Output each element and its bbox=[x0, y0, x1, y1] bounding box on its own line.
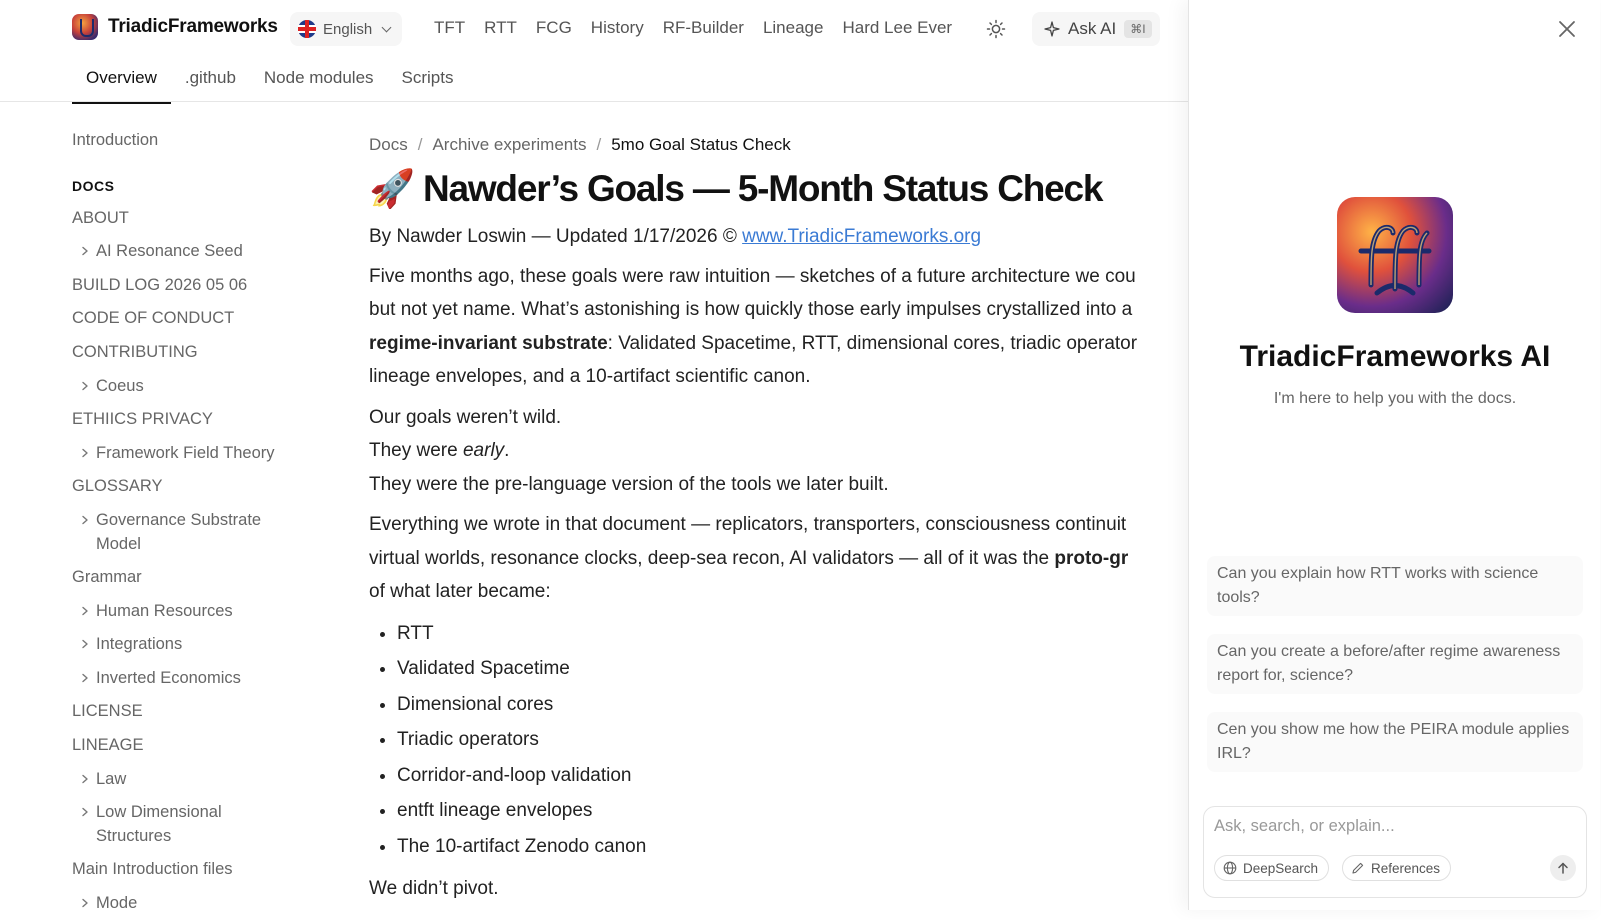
chevron-right-icon bbox=[80, 767, 96, 791]
uk-flag-icon bbox=[298, 20, 316, 38]
sidebar-item[interactable] bbox=[72, 887, 332, 920]
breadcrumb bbox=[369, 130, 1189, 160]
send-button[interactable] bbox=[1550, 855, 1576, 881]
sidebar-item-label: ABOUT bbox=[72, 208, 129, 227]
top-header bbox=[0, 0, 1188, 102]
sidebar-item-label: Grammar bbox=[72, 567, 142, 586]
pencil-icon bbox=[1351, 861, 1365, 875]
sidebar-item-label: Low Dimensional Structures bbox=[96, 803, 222, 846]
tab-github[interactable]: .github bbox=[184, 68, 236, 87]
nav-lineage[interactable]: Lineage bbox=[762, 18, 824, 37]
brand-logo-icon bbox=[72, 14, 98, 40]
breadcrumb-archive[interactable]: Archive experiments bbox=[432, 135, 587, 155]
language-selector[interactable] bbox=[290, 12, 402, 46]
chevron-right-icon bbox=[80, 374, 96, 398]
suggestion-item[interactable]: Cen you show me how the PEIRA module applies IRL? bbox=[1207, 712, 1583, 772]
ai-logo-icon bbox=[1337, 197, 1453, 313]
text-span: They were bbox=[369, 440, 463, 461]
sidebar-item-label: Mode bbox=[96, 893, 138, 912]
paragraph-intro bbox=[369, 260, 1189, 394]
breadcrumb-docs[interactable]: Docs bbox=[369, 135, 408, 155]
sidebar-item-label: GLOSSARY bbox=[72, 477, 163, 496]
sidebar-item-label: Inverted Economics bbox=[96, 668, 241, 687]
sidebar-section-heading: DOCS bbox=[72, 177, 115, 194]
italic-text: early bbox=[462, 440, 505, 461]
breadcrumb-separator: / bbox=[596, 135, 602, 155]
sparkle-icon bbox=[1044, 21, 1060, 37]
sidebar-item[interactable] bbox=[72, 336, 332, 370]
sidebar-item[interactable] bbox=[72, 796, 332, 853]
list-item: • The 10-artifact Zenodo canon bbox=[397, 829, 1189, 865]
text-line bbox=[369, 434, 1189, 468]
page-title: 🚀 Nawder’s Goals — 5-Month Status Check bbox=[369, 168, 1103, 209]
text-line bbox=[369, 327, 1189, 361]
paragraph-goals bbox=[369, 401, 1189, 502]
suggestion-item[interactable]: Can you create a before/after regime awareness report for, science? bbox=[1207, 634, 1583, 694]
text-line bbox=[369, 542, 1189, 576]
text-line: Five months ago, these goals were raw intuition — sketches of a future architecture we cou bbox=[369, 265, 1136, 287]
nav-rf-builder[interactable]: RF-Builder bbox=[662, 18, 744, 37]
chevron-down-icon bbox=[382, 22, 392, 32]
text-line: of what later became: bbox=[369, 581, 551, 602]
sidebar-item[interactable] bbox=[72, 269, 332, 303]
language-label: English bbox=[323, 20, 373, 38]
list-item: • RTT bbox=[397, 616, 1189, 652]
bold-text: regime-invariant substrate bbox=[369, 332, 608, 354]
list-item: • Triadic operators bbox=[397, 722, 1189, 758]
website-link[interactable]: www.TriadicFrameworks.org bbox=[742, 226, 982, 247]
sidebar-item-label: Human Resources bbox=[96, 601, 233, 620]
sidebar-item[interactable] bbox=[72, 695, 332, 729]
sidebar-item[interactable] bbox=[72, 561, 332, 595]
brand[interactable] bbox=[72, 14, 278, 40]
sun-icon bbox=[986, 19, 1006, 39]
tab-overview[interactable]: Overview bbox=[72, 62, 171, 104]
references-label: References bbox=[1371, 860, 1441, 876]
sidebar-item[interactable] bbox=[72, 853, 332, 887]
sidebar-item-label: BUILD LOG 2026 05 06 bbox=[72, 275, 248, 294]
sidebar-item[interactable] bbox=[72, 437, 332, 471]
chevron-right-icon bbox=[80, 508, 96, 532]
nav-fcg[interactable]: FCG bbox=[535, 18, 572, 37]
chevron-right-icon bbox=[80, 800, 96, 824]
text-line: Everything we wrote in that document — replicators, transporters, consciousness continuit bbox=[369, 514, 1127, 535]
list-item: • Validated Spacetime bbox=[397, 651, 1189, 687]
tab-node-modules[interactable]: Node modules bbox=[263, 68, 374, 87]
sidebar-item-label: Main Introduction files bbox=[72, 860, 233, 879]
list-item: • Corridor-and-loop validation bbox=[397, 758, 1189, 794]
text-line: They were the pre-language version of the tools we later built. bbox=[369, 473, 889, 495]
breadcrumb-separator: / bbox=[417, 135, 423, 155]
ai-panel-subtitle: I'm here to help you with the docs. bbox=[1273, 390, 1517, 407]
nav-tft[interactable]: TFT bbox=[434, 18, 466, 37]
chevron-right-icon bbox=[80, 599, 96, 623]
chevron-right-icon bbox=[80, 891, 96, 915]
list-item: • Dimensional cores bbox=[397, 687, 1189, 723]
paragraph-everything bbox=[369, 508, 1189, 609]
chat-input[interactable] bbox=[1214, 817, 1574, 836]
chevron-right-icon bbox=[80, 666, 96, 690]
text-line: but not yet name. What’s astonishing is how quickly those early impulses crystallized into a bbox=[369, 299, 1133, 320]
breadcrumb-current: 5mo Goal Status Check bbox=[611, 135, 791, 155]
globe-icon bbox=[1223, 861, 1237, 875]
ask-ai-button[interactable] bbox=[1032, 12, 1160, 46]
bullet-list bbox=[397, 616, 1189, 865]
sidebar-item[interactable] bbox=[72, 370, 332, 404]
sidebar-item[interactable] bbox=[72, 202, 332, 236]
article-content bbox=[369, 130, 1189, 910]
sidebar-item-label: AI Resonance Seed bbox=[96, 242, 243, 261]
sidebar-item-label: CODE OF CONDUCT bbox=[72, 309, 235, 328]
sidebar-item[interactable] bbox=[72, 662, 332, 696]
text-span: : Validated Spacetime, RTT, dimensional cores, triadic operator bbox=[607, 332, 1138, 354]
section-tabs bbox=[72, 62, 468, 104]
list-item: • entft lineage envelopes bbox=[397, 793, 1189, 829]
sidebar-item[interactable] bbox=[72, 729, 332, 763]
sidebar-item-label: Coeus bbox=[96, 376, 144, 395]
references-button[interactable] bbox=[1342, 855, 1451, 881]
ai-chat-panel bbox=[1188, 0, 1600, 910]
nav-history[interactable]: History bbox=[590, 18, 644, 37]
sidebar-item[interactable] bbox=[72, 763, 332, 797]
text-span: virtual worlds, resonance clocks, deep-sea recon, AI validators — all of it was the bbox=[369, 547, 1055, 569]
ask-ai-label: Ask AI bbox=[1068, 19, 1117, 38]
top-nav bbox=[434, 18, 952, 38]
sidebar-item-label: Governance Substrate Model bbox=[96, 510, 262, 553]
nav-rtt[interactable]: RTT bbox=[484, 18, 517, 37]
sidebar-item-label: Law bbox=[96, 769, 127, 788]
chevron-right-icon bbox=[80, 441, 96, 465]
tab-scripts[interactable]: Scripts bbox=[401, 68, 454, 87]
suggestion-list bbox=[1207, 556, 1583, 790]
theme-toggle-button[interactable] bbox=[986, 19, 1006, 39]
byline-text: By Nawder Loswin — Updated 1/17/2026 © bbox=[369, 226, 743, 247]
sidebar-item-label: ETHIICS PRIVACY bbox=[72, 410, 213, 429]
sidebar-item-label: CONTRIBUTING bbox=[72, 342, 198, 361]
sidebar-item[interactable] bbox=[72, 302, 332, 336]
sidebar-item[interactable] bbox=[72, 595, 332, 629]
text-line: lineage envelopes, and a 10-artifact scientific canon. bbox=[369, 366, 811, 387]
sidebar-item[interactable] bbox=[72, 628, 332, 662]
sidebar-item[interactable] bbox=[72, 403, 332, 437]
sidebar-item[interactable] bbox=[72, 235, 332, 269]
text-span: . bbox=[504, 440, 510, 461]
paragraph-closing: We didn’t pivot. bbox=[369, 878, 499, 899]
chevron-right-icon bbox=[80, 632, 96, 656]
sidebar-item[interactable] bbox=[72, 504, 332, 561]
chat-composer bbox=[1203, 806, 1587, 898]
sidebar-list bbox=[72, 202, 332, 920]
ask-ai-shortcut: ⌘I bbox=[1124, 20, 1151, 38]
sidebar-item-label: Integrations bbox=[96, 635, 183, 654]
byline bbox=[369, 220, 1189, 254]
text-line: Our goals weren’t wild. bbox=[369, 406, 562, 428]
ai-panel-title: TriadicFrameworks AI bbox=[1239, 340, 1551, 373]
deepsearch-button[interactable] bbox=[1214, 855, 1329, 881]
sidebar-item-label: LINEAGE bbox=[72, 735, 144, 754]
suggestion-item[interactable]: Can you explain how RTT works with science tools? bbox=[1207, 556, 1583, 616]
sidebar-item-introduction[interactable]: Introduction bbox=[72, 131, 159, 149]
nav-hard-lee-ever[interactable]: Hard Lee Ever bbox=[842, 18, 953, 37]
sidebar-item-label: Framework Field Theory bbox=[96, 443, 275, 462]
sidebar-item[interactable] bbox=[72, 470, 332, 504]
arrow-up-icon bbox=[1556, 861, 1570, 875]
bold-text: proto-gr bbox=[1054, 547, 1129, 569]
brand-name: TriadicFrameworks bbox=[108, 16, 278, 37]
docs-sidebar bbox=[72, 124, 332, 912]
sidebar-item-label: LICENSE bbox=[72, 702, 143, 721]
deepsearch-label: DeepSearch bbox=[1243, 860, 1319, 876]
close-icon[interactable] bbox=[1556, 18, 1578, 40]
chevron-right-icon bbox=[80, 239, 96, 263]
